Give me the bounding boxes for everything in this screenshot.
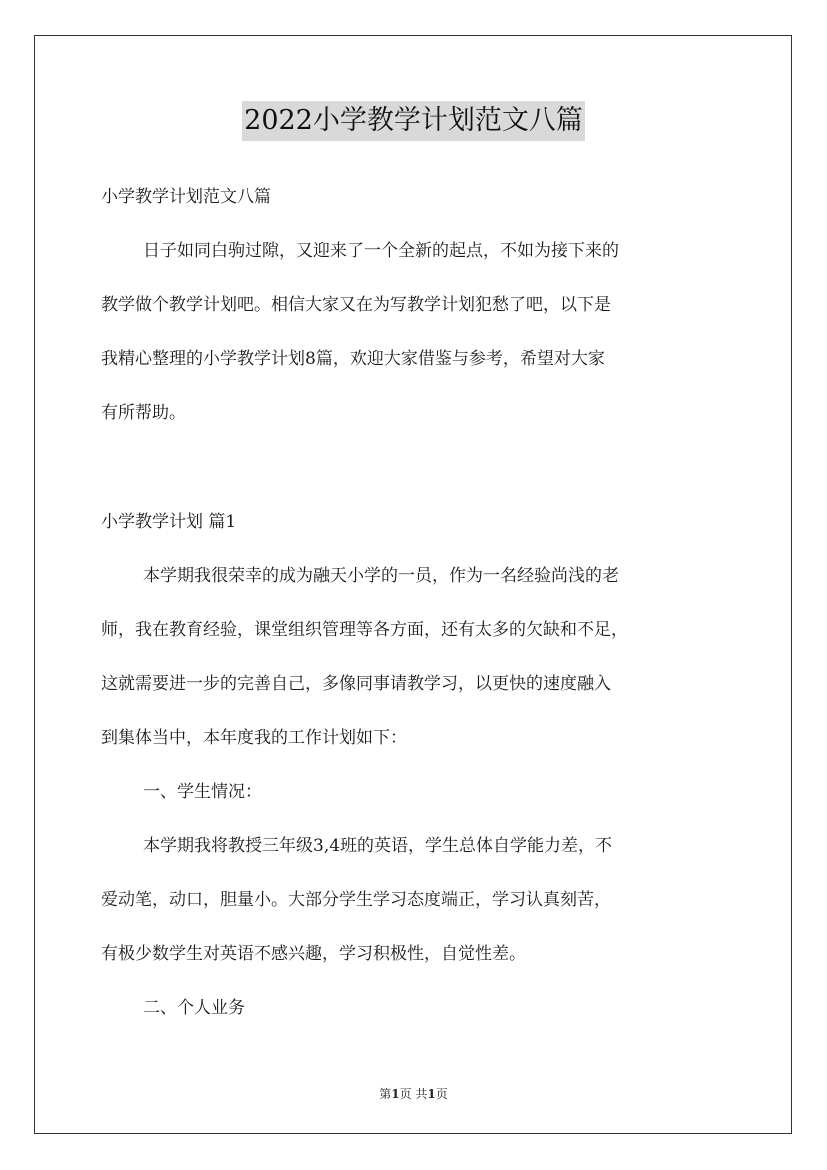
footer-page-prefix: 第 xyxy=(379,1087,392,1101)
footer-page-suffix: 页 xyxy=(435,1087,448,1101)
document-title: 2022小学教学计划范文八篇 xyxy=(242,101,585,141)
paragraph-line: 有所帮助。 xyxy=(101,403,186,423)
paragraph-line: 爱动笔，动口，胆量小。大部分学生学习态度端正，学习认真刻苦， xyxy=(101,890,611,910)
section-heading: 小学教学计划 篇1 xyxy=(101,512,237,532)
page-footer xyxy=(0,1085,827,1102)
paragraph-line: 本学期我很荣幸的成为融天小学的一员，作为一名经验尚浅的老 xyxy=(143,566,619,586)
footer-page-number: 1 xyxy=(391,1087,400,1101)
paragraph-line: 师，我在教育经验，课堂组织管理等各方面，还有太多的欠缺和不足， xyxy=(101,620,628,640)
section-heading: 小学教学计划范文八篇 xyxy=(101,187,271,207)
subsection-heading: 二、个人业务 xyxy=(143,998,245,1018)
paragraph-line: 日子如同白驹过隙，又迎来了一个全新的起点，不如为接下来的 xyxy=(143,241,619,261)
paragraph-line: 有极少数学生对英语不感兴趣，学习积极性，自觉性差。 xyxy=(101,944,526,964)
subsection-heading: 一、学生情况： xyxy=(143,782,262,802)
paragraph-line: 教学做个教学计划吧。相信大家又在为写教学计划犯愁了吧，以下是 xyxy=(101,295,611,315)
paragraph-line: 这就需要进一步的完善自己，多像同事请教学习，以更快的速度融入 xyxy=(101,674,611,694)
paragraph-line: 我精心整理的小学教学计划8篇，欢迎大家借鉴与参考，希望对大家 xyxy=(101,349,605,369)
paragraph-line: 到集体当中，本年度我的工作计划如下： xyxy=(101,728,407,748)
title-wrap xyxy=(0,101,827,141)
paragraph-line: 本学期我将教授三年级3,4班的英语，学生总体自学能力差，不 xyxy=(143,836,613,856)
footer-page-total: 1 xyxy=(427,1087,436,1101)
footer-page-mid: 页 共 xyxy=(399,1087,428,1101)
